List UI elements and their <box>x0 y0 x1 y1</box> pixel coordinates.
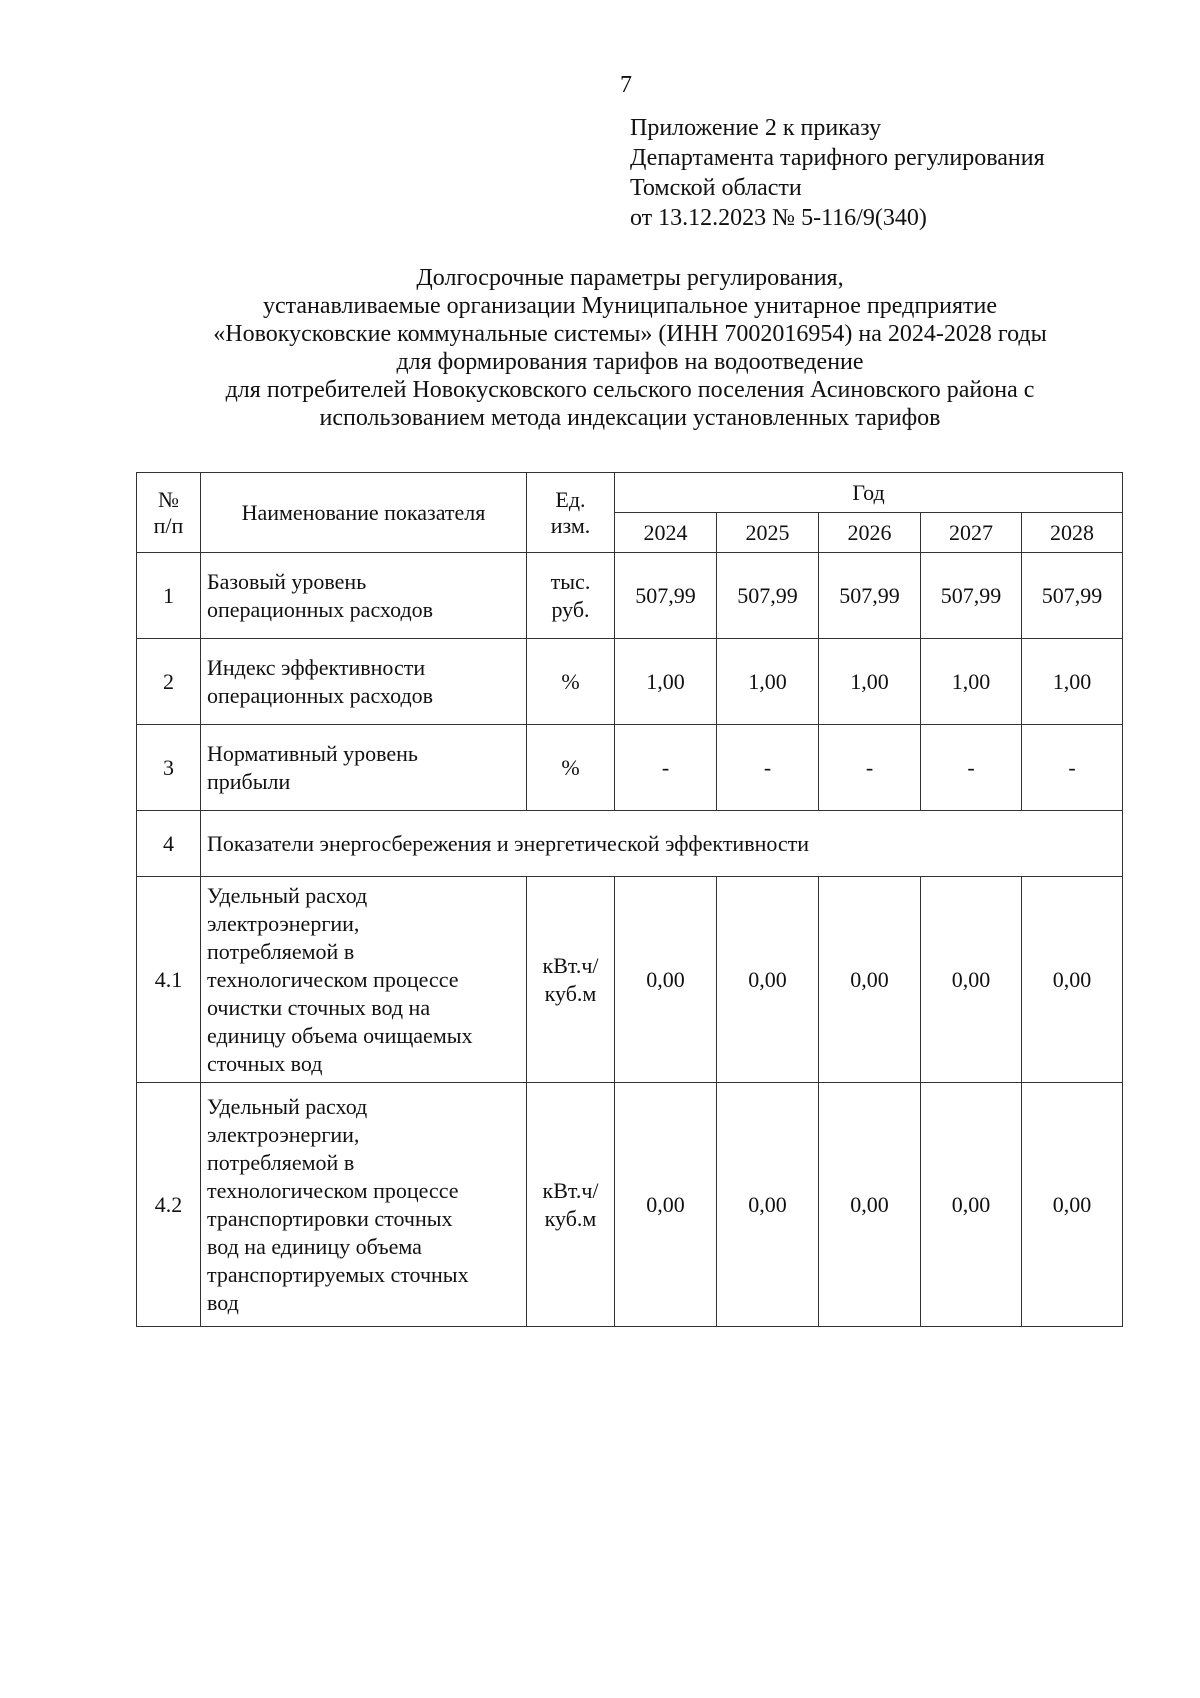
row-unit-line: % <box>561 668 580 694</box>
annex-line: от 13.12.2023 № 5-116/9(340) <box>630 205 927 231</box>
row-num: 3 <box>137 725 201 811</box>
row-name-line: операционных расходов <box>207 682 434 708</box>
row-value: 0,00 <box>921 1083 1022 1327</box>
row-unit-line: кВт.ч/ <box>542 952 599 978</box>
title-line: для формирования тарифов на водоотведение <box>396 349 864 375</box>
row-name-line: вод <box>207 1289 239 1315</box>
row-unit <box>527 1083 615 1327</box>
header-num <box>137 473 201 553</box>
row-name-line: технологическом процессе <box>207 966 459 992</box>
row-value: 0,00 <box>717 877 819 1083</box>
row-name <box>201 639 527 725</box>
row-name-line: сточных вод <box>207 1050 323 1076</box>
row-name-line: транспортировки сточных <box>207 1205 453 1231</box>
row-value: 1,00 <box>615 639 717 725</box>
header-num-line: п/п <box>153 512 184 538</box>
row-num: 4.1 <box>137 877 201 1083</box>
row-num: 4.2 <box>137 1083 201 1327</box>
row-value: 0,00 <box>615 877 717 1083</box>
row-value: - <box>615 725 717 811</box>
title-line: для потребителей Новокусковского сельского поселения Асиновского района с <box>225 377 1035 403</box>
title-line: Долгосрочные параметры регулирования, <box>416 265 844 291</box>
row-unit <box>527 553 615 639</box>
annex-block <box>630 113 1045 233</box>
annex-line: Томской области <box>630 175 802 201</box>
table-row <box>137 639 1123 725</box>
row-value: 0,00 <box>615 1083 717 1327</box>
row-unit <box>527 639 615 725</box>
table-row <box>137 553 1123 639</box>
row-name-line: очистки сточных вод на <box>207 994 431 1020</box>
row-value: 1,00 <box>819 639 921 725</box>
row-name <box>201 1083 527 1327</box>
row-name <box>201 725 527 811</box>
row-name-line: операционных расходов <box>207 596 434 622</box>
row-num: 2 <box>137 639 201 725</box>
row-name-line: Индекс эффективности <box>207 654 426 680</box>
header-unit-line: Ед. <box>555 486 586 512</box>
row-value: 507,99 <box>615 553 717 639</box>
header-unit <box>527 473 615 553</box>
annex-line: Приложение 2 к приказу <box>630 115 882 141</box>
header-row <box>137 473 1123 513</box>
row-unit-line: кВт.ч/ <box>542 1177 599 1203</box>
header-year: 2027 <box>921 513 1022 553</box>
header-year: 2026 <box>819 513 921 553</box>
parameters-table <box>136 472 1123 1327</box>
row-value: 507,99 <box>921 553 1022 639</box>
row-value: 0,00 <box>1022 877 1123 1083</box>
table-row <box>137 725 1123 811</box>
annex-line: Департамента тарифного регулирования <box>630 145 1045 171</box>
row-value: 0,00 <box>819 877 921 1083</box>
title-line: использованием метода индексации установленных тарифов <box>319 405 941 431</box>
row-name-line: электроэнергии, <box>207 1121 360 1147</box>
row-value: - <box>819 725 921 811</box>
row-value: 0,00 <box>921 877 1022 1083</box>
table-row <box>137 1083 1123 1327</box>
header-num-line: № <box>158 486 179 512</box>
row-name-line: потребляемой в <box>207 938 355 964</box>
title-line: «Новокусковские коммунальные системы» (ИНН 7002016954) на 2024-2028 годы <box>213 321 1047 347</box>
row-unit <box>527 725 615 811</box>
row-name <box>201 877 527 1083</box>
table-row <box>137 877 1123 1083</box>
row-value: - <box>717 725 819 811</box>
page-number: 7 <box>620 72 632 98</box>
row-name-line: электроэнергии, <box>207 910 360 936</box>
row-unit-line: тыс. <box>550 568 591 594</box>
row-unit <box>527 877 615 1083</box>
row-value: - <box>1022 725 1123 811</box>
row-name-line: транспортируемых сточных <box>207 1261 469 1287</box>
row-value: 1,00 <box>921 639 1022 725</box>
row-value: 507,99 <box>819 553 921 639</box>
row-value: 0,00 <box>819 1083 921 1327</box>
row-unit-line: куб.м <box>544 980 597 1006</box>
row-value: 1,00 <box>1022 639 1123 725</box>
header-year: 2028 <box>1022 513 1123 553</box>
section-label: Показатели энергосбережения и энергетической эффективности <box>201 811 1123 877</box>
row-unit-line: % <box>561 754 580 780</box>
header-unit-line: изм. <box>550 512 591 538</box>
header-year: 2024 <box>615 513 717 553</box>
row-name-line: Нормативный уровень <box>207 740 418 766</box>
header-name: Наименование показателя <box>201 473 527 553</box>
row-name-line: вод на единицу объема <box>207 1233 422 1259</box>
row-name-line: потребляемой в <box>207 1149 355 1175</box>
row-name <box>201 553 527 639</box>
header-year: 2025 <box>717 513 819 553</box>
row-name-line: прибыли <box>207 768 291 794</box>
row-value: 507,99 <box>717 553 819 639</box>
row-unit-line: куб.м <box>544 1205 597 1231</box>
header-year-group: Год <box>615 473 1123 513</box>
section-row <box>137 811 1123 877</box>
row-num: 1 <box>137 553 201 639</box>
row-name-line: Базовый уровень <box>207 568 367 594</box>
row-value: 0,00 <box>717 1083 819 1327</box>
row-value: 1,00 <box>717 639 819 725</box>
row-name-line: Удельный расход <box>207 1093 368 1119</box>
row-name-line: Удельный расход <box>207 882 368 908</box>
row-unit-line: руб. <box>551 596 590 622</box>
title-line: устанавливаемые организации Муниципальное унитарное предприятие <box>262 293 998 319</box>
document-title <box>130 264 1130 432</box>
section-num: 4 <box>137 811 201 877</box>
row-name-line: технологическом процессе <box>207 1177 459 1203</box>
row-value: - <box>921 725 1022 811</box>
row-name-line: единицу объема очищаемых <box>207 1022 473 1048</box>
row-value: 0,00 <box>1022 1083 1123 1327</box>
row-value: 507,99 <box>1022 553 1123 639</box>
